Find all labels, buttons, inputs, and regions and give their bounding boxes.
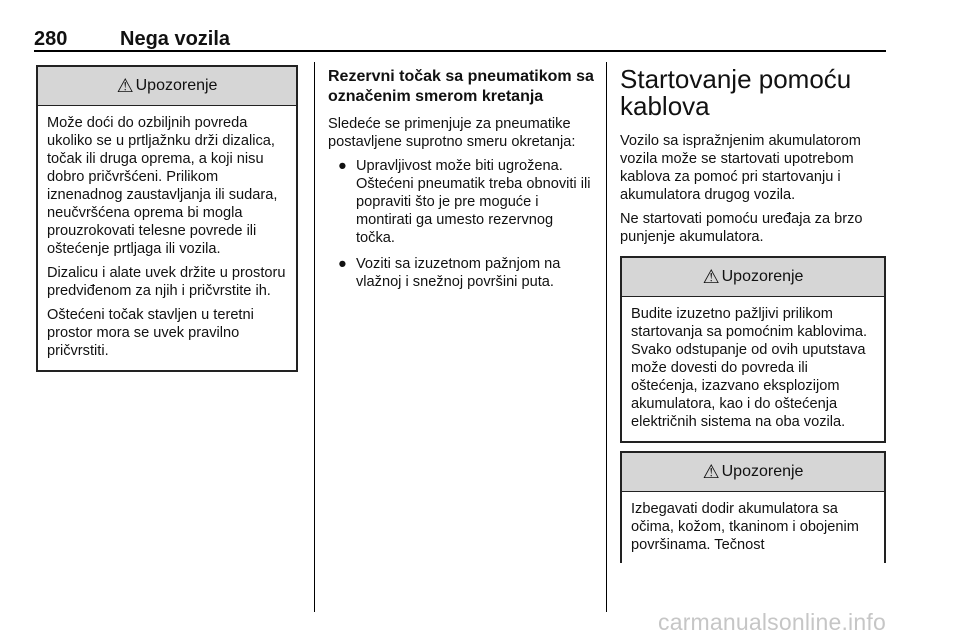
- column-2: [328, 67, 594, 299]
- bullet-icon: ●: [338, 158, 347, 174]
- warning-body: [622, 297, 884, 441]
- warning-paragraph: Budite izuzetno pažljivi prilikom startovanja sa pomoćnim kablovima. Svako odstupanje od ovih uputstava može dovesti do povreda ili oštećenja, izazvano eksplozijom akumulatora, kao i do oštećenja električnih sistema na oba vozila.: [631, 306, 868, 430]
- header-rule: [34, 50, 886, 52]
- warning-box-acid: [620, 451, 886, 563]
- warning-label: Upozorenje: [721, 463, 804, 480]
- warning-paragraph: Može doći do ozbiljnih povreda ukoliko se u prtljažnku drži dizalica, točak ili druga oprema, a koji nisu dobro pričvršćeni. Prilikom iznenadnog zaustavljanja ili sudara, neučvršćena oprema bi mogla prouzrokovati telesne povrede ili oštećenje prtljaga ili vozila.: [47, 115, 278, 257]
- warning-paragraph: Dizalicu i alate uvek držite u prostoru predviđenom za njih i pričvrstite ih.: [47, 265, 286, 299]
- section-subheading: Rezervni točak sa pneumatikom sa označenim smerom kretanja: [328, 68, 594, 105]
- chapter-title: Nega vozila: [120, 28, 231, 50]
- column-1: [36, 65, 298, 372]
- warning-label: Upozorenje: [721, 268, 804, 285]
- column-divider-2: [606, 62, 607, 612]
- warning-paragraph: Izbegavati dodir akumulatora sa očima, kožom, tkaninom i obojenim površinama. Tečnost: [631, 501, 859, 553]
- warning-body: [622, 492, 884, 563]
- warning-box-luggage: [36, 65, 298, 372]
- column-divider-1: [314, 62, 315, 612]
- watermark: carmanualsonline.info: [658, 609, 886, 635]
- list-item: [328, 157, 594, 247]
- warning-body: [38, 106, 296, 370]
- warning-triangle-icon: ⚠: [702, 266, 720, 288]
- warning-label: Upozorenje: [135, 77, 218, 94]
- warning-header: [622, 258, 884, 297]
- column-3: [620, 66, 886, 563]
- list-item: [328, 255, 594, 291]
- warning-triangle-icon: ⚠: [702, 461, 720, 483]
- page-number: 280: [34, 28, 68, 50]
- warning-triangle-icon: ⚠: [116, 75, 134, 97]
- list-item-text: Voziti sa izuzetnom pažnjom na vlažnoj i snežnoj površini puta.: [356, 256, 561, 290]
- intro-paragraph: Sledeće se primenjuje za pneumatike postavljene suprotno smeru okretanja:: [328, 116, 576, 150]
- body-paragraph: Vozilo sa ispražnjenim akumulatorom vozila može se startovati upotrebom kablova za pomoć pri startovanju i akumulatora drugog vozila.: [620, 133, 861, 203]
- body-paragraph: Ne startovati pomoću uređaja za brzo punjenje akumulatora.: [620, 211, 863, 245]
- warning-paragraph: Oštećeni točak stavljen u teretni prostor mora se uvek pravilno pričvrstiti.: [47, 307, 254, 359]
- section-title: Startovanje pomoću kablova: [620, 64, 852, 121]
- warning-header: [38, 67, 296, 106]
- warning-box-jump-start: [620, 256, 886, 443]
- warning-header: [622, 453, 884, 492]
- list-item-text: Upravljivost može biti ugrožena. Oštećeni pneumatik treba obnoviti ili popraviti što je pre moguće i montirati ga umesto rezervnog točka.: [356, 158, 591, 246]
- bullet-icon: ●: [338, 256, 347, 272]
- bullet-list: [328, 157, 594, 291]
